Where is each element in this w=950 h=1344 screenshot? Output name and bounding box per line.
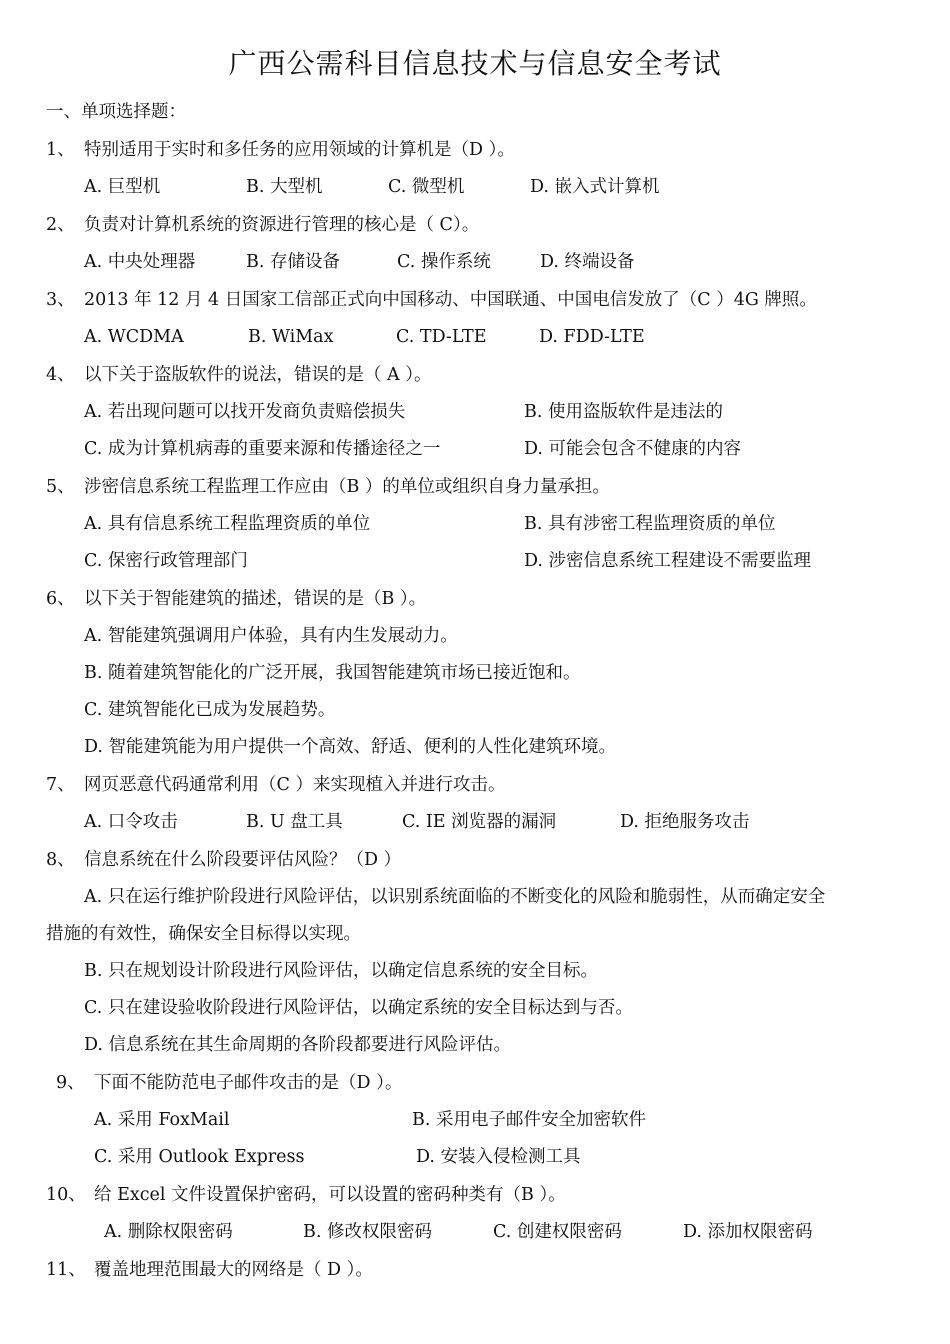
question-text: 网页恶意代码通常利用（C ）来实现植入并进行攻击。: [84, 775, 506, 795]
question-number: 5、: [46, 477, 75, 497]
option-d: D. 拒绝服务攻击: [620, 812, 750, 832]
page-title: 广西公需科目信息技术与信息安全考试: [228, 47, 722, 80]
option-b: B. 采用电子邮件安全加密软件: [412, 1110, 646, 1130]
option-a: A. 具有信息系统工程监理资质的单位: [84, 514, 371, 534]
option-a: A. 采用 FoxMail: [94, 1110, 230, 1130]
question-number: 3、: [46, 290, 75, 310]
option-c: C. 微型机: [388, 177, 465, 197]
question-number: 9、: [56, 1073, 85, 1093]
question-text: 2013 年 12 月 4 日国家工信部正式向中国移动、中国联通、中国电信发放了（C ）4G 牌照。: [84, 290, 817, 310]
option-d: D. 信息系统在其生命周期的各阶段都要进行风险评估。: [84, 1035, 512, 1055]
option-b: B. 具有涉密工程监理资质的单位: [524, 514, 776, 534]
option-c: C. IE 浏览器的漏洞: [402, 812, 557, 832]
option-d: D. 安装入侵检测工具: [416, 1147, 581, 1167]
option-c: C. 只在建设验收阶段进行风险评估，以确定系统的安全目标达到与否。: [84, 998, 633, 1018]
option-d: D. 可能会包含不健康的内容: [524, 439, 742, 459]
option-d: D. 智能建筑能为用户提供一个高效、舒适、便利的人性化建筑环境。: [84, 737, 617, 757]
question-text: 信息系统在什么阶段要评估风险？（D ）: [84, 850, 402, 870]
question-text: 以下关于智能建筑的描述，错误的是（B ）。: [84, 589, 427, 609]
question-text: 特别适用于实时和多任务的应用领域的计算机是（D ）。: [84, 140, 515, 160]
option-b: B. 修改权限密码: [303, 1222, 432, 1242]
question-number: 2、: [46, 215, 75, 235]
option-b: B. 存储设备: [246, 252, 340, 272]
option-d: D. 涉密信息系统工程建设不需要监理: [524, 551, 812, 571]
option-b: B. WiMax: [248, 327, 334, 347]
question-text: 覆盖地理范围最大的网络是（ D ）。: [94, 1260, 373, 1280]
question-number: 4、: [46, 365, 75, 385]
question-number: 1、: [46, 140, 75, 160]
option-b: B. 使用盗版软件是违法的: [524, 402, 723, 422]
section-heading: 一、单项选择题：: [46, 102, 186, 122]
option-c: C. 操作系统: [397, 252, 491, 272]
option-d: D. 添加权限密码: [683, 1222, 813, 1242]
option-a: A. 若出现问题可以找开发商负责赔偿损失: [84, 402, 406, 422]
option-c: C. 成为计算机病毒的重要来源和传播途径之一: [84, 439, 441, 459]
option-d: D. 嵌入式计算机: [530, 177, 660, 197]
question-number: 10、: [46, 1185, 86, 1205]
question-number: 11、: [46, 1260, 86, 1280]
question-text: 以下关于盗版软件的说法，错误的是（ A ）。: [84, 365, 432, 385]
option-a: A. 中央处理器: [84, 252, 196, 272]
option-c: C. 保密行政管理部门: [84, 551, 248, 571]
option-a: A. 口令攻击: [84, 812, 178, 832]
question-number: 8、: [46, 850, 75, 870]
question-text: 负责对计算机系统的资源进行管理的核心是（ C）。: [84, 215, 480, 235]
option-d: D. 终端设备: [540, 252, 635, 272]
option-a: A. 删除权限密码: [104, 1222, 233, 1242]
option-c: C. 采用 Outlook Express: [94, 1147, 305, 1167]
option-d: D. FDD-LTE: [539, 327, 645, 347]
option-a-continued: 措施的有效性，确保安全目标得以实现。: [46, 924, 361, 944]
option-c: C. 建筑智能化已成为发展趋势。: [84, 700, 336, 720]
question-number: 7、: [46, 775, 75, 795]
question-text: 涉密信息系统工程监理工作应由（B ）的单位或组织自身力量承担。: [84, 477, 610, 497]
option-b: B. 大型机: [246, 177, 323, 197]
option-a: A. 巨型机: [84, 177, 161, 197]
option-b: B. 随着建筑智能化的广泛开展，我国智能建筑市场已接近饱和。: [84, 663, 581, 683]
option-b: B. U 盘工具: [246, 812, 343, 832]
question-text: 下面不能防范电子邮件攻击的是（D ）。: [94, 1073, 403, 1093]
option-a: A. WCDMA: [84, 327, 184, 347]
question-text: 给 Excel 文件设置保护密码，可以设置的密码种类有（B ）。: [94, 1185, 566, 1205]
option-c: C. 创建权限密码: [493, 1222, 622, 1242]
option-a: A. 智能建筑强调用户体验，具有内生发展动力。: [84, 626, 458, 646]
option-b: B. 只在规划设计阶段进行风险评估，以确定信息系统的安全目标。: [84, 961, 598, 981]
option-c: C. TD-LTE: [396, 327, 487, 347]
question-number: 6、: [46, 589, 75, 609]
option-a: A. 只在运行维护阶段进行风险评估，以识别系统面临的不断变化的风险和脆弱性，从而确定安全: [84, 887, 826, 907]
